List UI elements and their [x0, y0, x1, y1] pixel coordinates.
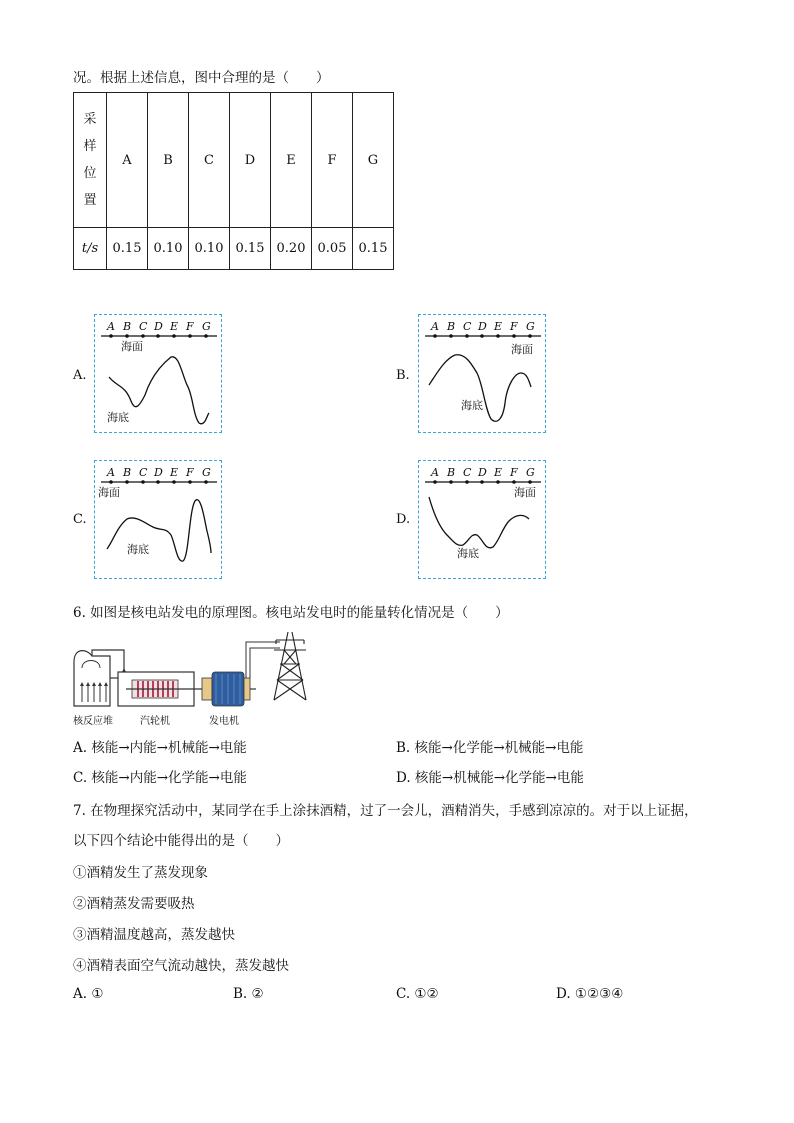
svg-text:G: G [526, 466, 535, 479]
svg-text:B: B [123, 320, 132, 333]
svg-text:海底: 海底 [107, 411, 129, 424]
row-label-time: t/s [74, 228, 107, 270]
svg-text:海底: 海底 [127, 543, 149, 556]
option-letter-c: C. [73, 512, 87, 527]
svg-text:D: D [478, 466, 487, 479]
seabed-panel-a[interactable] [94, 314, 222, 433]
svg-text:E: E [494, 466, 503, 479]
svg-text:F: F [186, 320, 194, 333]
time-cell: 0.15 [353, 228, 394, 270]
q7-statement-3: ③酒精温度越高，蒸发越快 [73, 927, 235, 943]
position-cell: C [189, 93, 230, 228]
seabed-profile-c [95, 461, 223, 580]
seabed-profile-b [419, 315, 547, 434]
svg-text:B: B [123, 466, 132, 479]
time-cell: 0.20 [271, 228, 312, 270]
position-cell: G [353, 93, 394, 228]
q6-choice-d[interactable]: D. 核能→机械能→化学能→电能 [396, 770, 584, 786]
svg-text:G: G [202, 466, 211, 479]
svg-text:A: A [107, 320, 115, 333]
q7-question-line1: 7. 在物理探究活动中，某同学在手上涂抹酒精，过了一会儿，酒精消失，手感到凉凉的。对于以上证据， [73, 803, 698, 819]
reactor-icon [74, 651, 110, 706]
seabed-profile-a [95, 315, 223, 434]
table-row-times [74, 228, 394, 270]
svg-text:海面: 海面 [121, 340, 143, 353]
time-cell: 0.15 [107, 228, 148, 270]
svg-text:E: E [170, 320, 179, 333]
q7-choice-d[interactable]: D. ①②③④ [556, 986, 624, 1002]
intro-line: 况。根据上述信息，图中合理的是（ ） [73, 70, 330, 86]
q7-question-line2: 以下四个结论中能得出的是（ ） [73, 833, 289, 849]
q6-choice-a[interactable]: A. 核能→内能→机械能→电能 [73, 740, 247, 756]
position-cell: D [230, 93, 271, 228]
seabed-panel-c[interactable] [94, 460, 222, 579]
svg-text:F: F [186, 466, 194, 479]
svg-text:海底: 海底 [457, 547, 479, 560]
label-reactor: 核反应堆 [73, 716, 113, 727]
svg-text:G: G [202, 320, 211, 333]
option-letter-d: D. [396, 512, 411, 527]
svg-text:D: D [154, 466, 163, 479]
svg-text:B: B [447, 320, 456, 333]
svg-text:C: C [463, 320, 472, 333]
svg-text:海面: 海面 [514, 486, 536, 499]
q7-choice-a[interactable]: A. ① [73, 986, 104, 1002]
svg-text:D: D [154, 320, 163, 333]
svg-text:F: F [510, 320, 518, 333]
svg-text:B: B [447, 466, 456, 479]
svg-text:海底: 海底 [461, 399, 483, 412]
svg-text:A: A [431, 320, 439, 333]
svg-text:C: C [139, 320, 148, 333]
sampling-table [73, 92, 394, 270]
position-cell: B [148, 93, 189, 228]
table-row-positions [74, 93, 394, 228]
q7-statement-4: ④酒精表面空气流动越快，蒸发越快 [73, 958, 289, 974]
svg-text:E: E [494, 320, 503, 333]
time-cell: 0.05 [312, 228, 353, 270]
svg-text:海面: 海面 [511, 343, 533, 356]
svg-text:C: C [139, 466, 148, 479]
svg-text:C: C [463, 466, 472, 479]
position-cell: A [107, 93, 148, 228]
position-cell: E [271, 93, 312, 228]
svg-text:海面: 海面 [98, 486, 120, 499]
svg-text:G: G [526, 320, 535, 333]
q7-statement-2: ②酒精蒸发需要吸热 [73, 896, 195, 912]
seabed-profile-d [419, 461, 547, 580]
seabed-panel-d[interactable] [418, 460, 546, 579]
label-generator: 发电机 [209, 716, 239, 727]
option-letter-b: B. [396, 368, 410, 383]
generator-icon [202, 672, 256, 706]
time-cell: 0.10 [148, 228, 189, 270]
svg-text:F: F [510, 466, 518, 479]
header-cell-position [74, 93, 107, 228]
label-turbine: 汽轮机 [140, 716, 170, 727]
q7-choice-b[interactable]: B. ② [233, 986, 264, 1002]
svg-text:A: A [431, 466, 439, 479]
turbine-icon [118, 672, 202, 706]
vertical-header-label: 采 样 位 置 [83, 112, 97, 208]
q6-choice-b[interactable]: B. 核能→化学能→机械能→电能 [396, 740, 584, 756]
seabed-panel-b[interactable] [418, 314, 546, 433]
q6-question: 6. 如图是核电站发电的原理图。核电站发电时的能量转化情况是（ ） [73, 605, 509, 621]
time-cell: 0.10 [189, 228, 230, 270]
position-cell: F [312, 93, 353, 228]
q7-statement-1: ①酒精发生了蒸发现象 [73, 865, 208, 881]
svg-text:D: D [478, 320, 487, 333]
time-cell: 0.15 [230, 228, 271, 270]
option-letter-a: A. [73, 368, 87, 383]
q6-choice-c[interactable]: C. 核能→内能→化学能→电能 [73, 770, 247, 786]
svg-text:A: A [107, 466, 115, 479]
q7-choice-c[interactable]: C. ①② [396, 986, 439, 1002]
svg-text:E: E [170, 466, 179, 479]
